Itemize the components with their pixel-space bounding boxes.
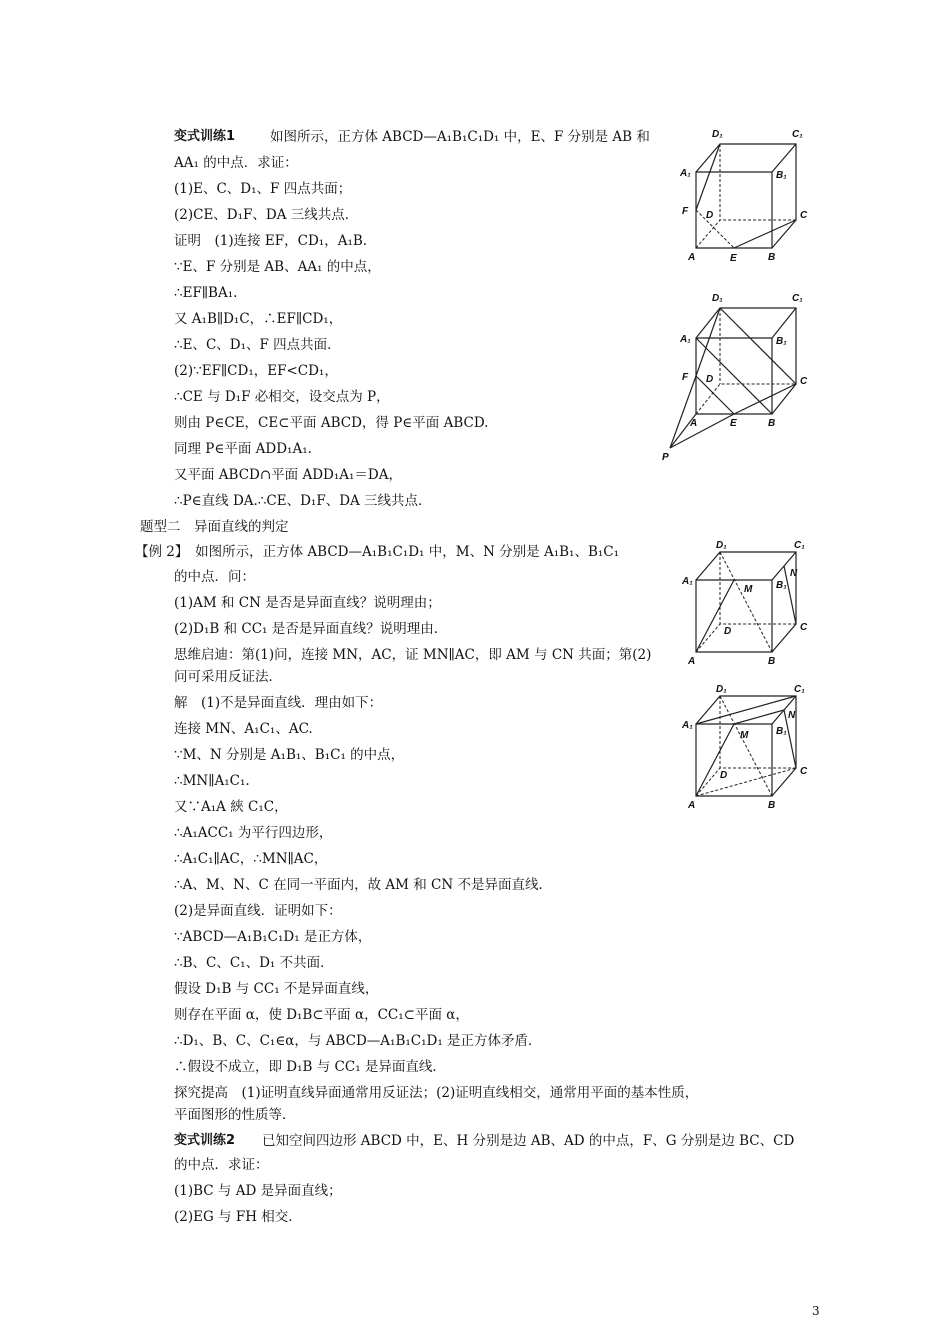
fig3-label: C (800, 622, 808, 633)
fig1-label: D₁ (712, 129, 723, 140)
text-line-vt1-p11: ∴P∈直线 DA.∴CE、D₁F、DA 三线共点． (174, 493, 432, 509)
text-line-vt2-q2: 的中点．求证： (174, 1157, 269, 1173)
text-line-ex2-s2: 连接 MN、A₁C₁、AC. (174, 721, 313, 737)
text-line-ex2-1: 【例 2】 如图所示，正方体 ABCD—A₁B₁C₁D₁ 中，M、N 分别是 A₁B₁、B₁C₁ (135, 544, 620, 560)
figure-cube-3 (676, 536, 816, 668)
text-line-vt1-p4: 又 A₁B∥D₁C，∴EF∥CD₁， (174, 311, 343, 327)
fig2-label: B (768, 418, 776, 429)
fig4-label: C₁ (794, 684, 805, 695)
fig3-label: A (688, 656, 696, 667)
text-line-vt1-p8: 则由 P∈CE，CE⊂平面 ABCD，得 P∈平面 ABCD. (174, 415, 489, 431)
text-line-ex2-s12: 假设 D₁B 与 CC₁ 不是异面直线， (174, 981, 379, 997)
fig4-label: N (788, 710, 796, 721)
fig1-label: C₁ (792, 129, 803, 140)
fig1-label: F (682, 206, 689, 217)
text-line-ex2-t1: 探究提高 (1)证明直线异面通常用反证法；(2)证明直线相交，通常用平面的基本性质， (174, 1085, 699, 1101)
text-line-vt1-p6: (2)∵EF∥CD₁，EF<CD₁， (174, 363, 338, 379)
text-line-type2: 题型二 异面直线的判定 (140, 519, 289, 535)
text-line-vt1-p3: ∴EF∥BA₁. (174, 285, 238, 301)
fig4-label: C (800, 766, 808, 777)
figure-cube-1 (676, 122, 816, 264)
fig2-label: P (662, 452, 669, 463)
text-line-vt1-p7: ∴CE 与 D₁F 必相交，设交点为 P， (174, 389, 390, 405)
fig4-label: B (768, 800, 776, 810)
fig3-label: N (790, 568, 798, 579)
fig3-label: B (768, 656, 776, 667)
fig4-label: B₁ (776, 726, 787, 737)
fig3-label: D₁ (716, 540, 727, 551)
fig2-label: D₁ (712, 293, 723, 304)
fig4-label: D₁ (716, 684, 727, 695)
text-line-vt1-p5: ∴E、C、D₁、F 四点共面． (174, 337, 341, 353)
fig3-label: M (744, 584, 753, 595)
text-line-ex2-s9: (2)是异面直线．证明如下： (174, 903, 342, 919)
fig2-label: D (706, 374, 714, 385)
text-line-ex2-s7: ∴A₁C₁∥AC，∴MN∥AC， (174, 851, 328, 867)
fig2-label: A₁ (680, 334, 691, 345)
text-line-ex2-2: 的中点．问： (174, 569, 255, 585)
text-line-ex2-s1: 解 (1)不是异面直线．理由如下： (174, 695, 383, 711)
text-line-vt1-title: 变式训练1 (174, 129, 236, 144)
figure-cube-2 (662, 286, 816, 464)
fig3-label: A₁ (682, 576, 693, 587)
fig2-label: E (730, 418, 737, 429)
text-line-vt1-p1: 证明 (1)连接 EF，CD₁，A₁B. (174, 233, 368, 249)
fig1-label: B (768, 252, 776, 263)
text-line-vt2-q1: 已知空间四边形 ABCD 中，E、H 分别是边 AB、AD 的中点，F、G 分别是边 BC、CD (262, 1133, 795, 1149)
fig4-label: M (740, 730, 749, 741)
fig3-label: B₁ (776, 580, 787, 591)
text-line-vt2-q3: (1)BC 与 AD 是异面直线； (174, 1183, 342, 1199)
fig2-label: A (690, 418, 698, 429)
text-line-vt1-q1: 如图所示，正方体 ABCD—A₁B₁C₁D₁ 中，E、F 分别是 AB 和 (270, 129, 650, 145)
text-line-ex2-t2: 平面图形的性质等． (174, 1107, 296, 1123)
text-line-ex2-s6: ∴A₁ACC₁ 为平行四边形， (174, 825, 333, 841)
fig3-label: D (724, 626, 732, 637)
fig4-label: A₁ (682, 720, 693, 731)
text-line-vt1-p9: 同理 P∈平面 ADD₁A₁. (174, 441, 312, 457)
text-line-vt1-p2: ∵E、F 分别是 AB、AA₁ 的中点， (174, 259, 381, 275)
text-line-ex2-5: 思维启迪：第(1)问，连接 MN，AC，证 MN∥AC，即 AM 与 CN 共面；第(2) (174, 647, 652, 663)
fig2-label: C (800, 376, 808, 387)
text-line-ex2-s14: ∴D₁、B、C、C₁∈α，与 ABCD—A₁B₁C₁D₁ 是正方体矛盾． (174, 1033, 542, 1049)
fig4-label: A (688, 800, 696, 810)
fig1-label: A₁ (680, 168, 691, 179)
text-line-ex2-s11: ∴B、C、C₁、D₁ 不共面． (174, 955, 334, 971)
text-line-ex2-s5: 又∵A₁A 綊 C₁C， (174, 799, 288, 815)
figure-cube-4 (676, 680, 816, 810)
fig2-label: C₁ (792, 293, 803, 304)
text-line-ex2-6: 问可采用反证法． (174, 669, 282, 685)
fig1-label: B₁ (776, 170, 787, 181)
text-line-ex2-s13: 则存在平面 α，使 D₁B⊂平面 α，CC₁⊂平面 α， (174, 1007, 469, 1023)
text-line-ex2-3: (1)AM 和 CN 是否是异面直线？说明理由； (174, 595, 441, 611)
text-line-vt2-q4: (2)EG 与 FH 相交． (174, 1209, 302, 1225)
text-line-vt1-q4: (2)CE、D₁F、DA 三线共点． (174, 207, 359, 223)
page-number: 3 (812, 1304, 820, 1318)
fig2-label: B₁ (776, 336, 787, 347)
text-line-vt1-p10: 又平面 ABCD∩平面 ADD₁A₁＝DA， (174, 467, 403, 483)
fig3-label: C₁ (794, 540, 805, 551)
text-line-ex2-s10: ∵ABCD—A₁B₁C₁D₁ 是正方体， (174, 929, 372, 945)
text-line-ex2-s15: ∴假设不成立，即 D₁B 与 CC₁ 是异面直线． (174, 1059, 446, 1075)
text-line-ex2-s8: ∴A、M、N、C 在同一平面内，故 AM 和 CN 不是异面直线． (174, 877, 552, 893)
text-line-ex2-s3: ∵M、N 分别是 A₁B₁、B₁C₁ 的中点， (174, 747, 405, 763)
text-line-vt2-title: 变式训练2 (174, 1133, 236, 1148)
fig2-label: F (682, 372, 689, 383)
fig4-label: D (720, 770, 728, 781)
text-line-vt1-q3: (1)E、C、D₁、F 四点共面； (174, 181, 352, 197)
text-line-vt1-q2: AA₁ 的中点．求证： (174, 155, 298, 171)
fig1-label: C (800, 210, 808, 221)
fig1-label: E (730, 253, 737, 264)
fig1-label: D (706, 210, 714, 221)
fig1-label: A (688, 252, 696, 263)
text-line-ex2-4: (2)D₁B 和 CC₁ 是否是异面直线？说明理由． (174, 621, 448, 637)
text-line-ex2-s4: ∴MN∥A₁C₁. (174, 773, 250, 789)
